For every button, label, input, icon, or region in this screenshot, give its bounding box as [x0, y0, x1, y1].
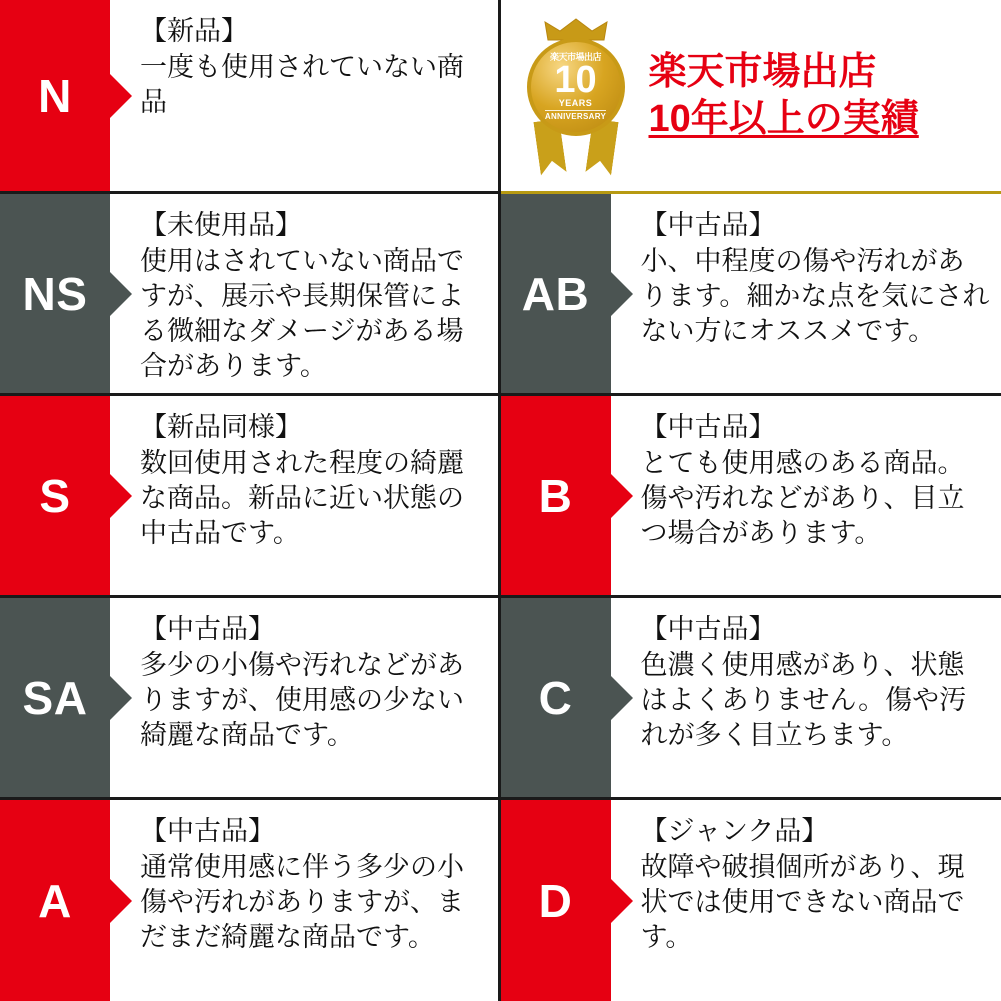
- rank-body-sa: 多少の小傷や汚れなどがありますが、使用感の少ない綺麗な商品です。: [140, 649, 464, 750]
- arrow-icon: [611, 272, 633, 316]
- rank-title-c: 【中古品】: [640, 614, 776, 644]
- rank-code-badge-s: [0, 396, 110, 595]
- rank-code-badge-sa: [0, 598, 110, 797]
- rank-code-n: N: [38, 69, 72, 122]
- rank-title-b: 【中古品】: [640, 412, 776, 442]
- rank-desc-ns: [110, 194, 498, 393]
- rank-cell-ab: [501, 194, 1001, 396]
- rank-code-a: A: [38, 874, 72, 927]
- rank-desc-a: [110, 800, 498, 1001]
- rank-title-sa: 【中古品】: [140, 614, 275, 644]
- medal-anniversary-label: ANNIVERSARY: [544, 112, 607, 122]
- rank-code-badge-a: [0, 800, 110, 1001]
- rank-body-s: 数回使用された程度の綺麗な商品。新品に近い状態の中古品です。: [140, 447, 464, 548]
- rank-cell-c: [501, 598, 1001, 800]
- rank-code-badge-n: [0, 0, 110, 191]
- rank-title-ab: 【中古品】: [640, 210, 776, 240]
- rank-desc-n: [110, 0, 498, 191]
- rank-code-c: C: [538, 671, 573, 724]
- medal-top-text: 楽天市場出店: [549, 51, 601, 62]
- rank-title-s: 【新品同様】: [140, 412, 302, 442]
- rank-code-badge-ab: [501, 194, 611, 393]
- rank-cell-d: [501, 800, 1001, 1001]
- rank-code-s: S: [39, 469, 71, 522]
- arrow-icon: [110, 74, 132, 118]
- rank-code-badge-b: [501, 396, 611, 595]
- arrow-icon: [611, 676, 633, 720]
- rank-title-ns: 【未使用品】: [140, 210, 302, 240]
- badge-line-1: 楽天市場出店: [648, 51, 877, 94]
- rank-body-ab: 小、中程度の傷や汚れがあります。細かな点を気にされない方にオススメです。: [640, 245, 990, 346]
- rank-cell-n: [0, 0, 501, 194]
- rank-desc-d: [611, 800, 1001, 1001]
- arrow-icon: [110, 272, 132, 316]
- rank-body-c: 色濃く使用感があり、状態はよくありません。傷や汚れが多く目立ちます。: [640, 649, 967, 750]
- rank-cell-a: [0, 800, 501, 1001]
- arrow-icon: [110, 879, 132, 923]
- rank-code-badge-d: [501, 800, 611, 1001]
- medal-circle: [527, 38, 625, 136]
- rank-cell-sa: [0, 598, 501, 800]
- rank-code-badge-c: [501, 598, 611, 797]
- rank-desc-c: [611, 598, 1001, 797]
- rank-title-n: 【新品】: [140, 16, 248, 46]
- rank-cell-ns: [0, 194, 501, 396]
- rank-desc-s: [110, 396, 498, 595]
- arrow-icon: [110, 474, 132, 518]
- rank-body-ns: 使用はされていない商品ですが、展示や長期保管による微細なダメージがある場合があります。: [140, 245, 464, 381]
- rank-body-n: 一度も使用されていない商品: [140, 51, 464, 117]
- rank-desc-b: [611, 396, 1001, 595]
- rank-desc-sa: [110, 598, 498, 797]
- rank-body-a: 通常使用感に伴う多少の小傷や汚れがありますが、まだまだ綺麗な商品です。: [140, 851, 464, 952]
- arrow-icon: [611, 879, 633, 923]
- rank-cell-b: [501, 396, 1001, 598]
- rank-body-d: 故障や破損個所があり、現状では使用できない商品です。: [640, 851, 965, 952]
- rank-body-b: とても使用感のある商品。傷や汚れなどがあり、目立つ場合があります。: [640, 447, 965, 548]
- rank-code-ab: AB: [521, 267, 590, 320]
- rank-code-sa: SA: [22, 671, 88, 724]
- rank-cell-s: [0, 396, 501, 598]
- rank-title-a: 【中古品】: [140, 816, 275, 846]
- rank-title-d: 【ジャンク品】: [640, 816, 829, 846]
- rank-code-b: B: [538, 469, 573, 522]
- rank-code-badge-ns: [0, 194, 110, 393]
- anniversary-medal: [517, 16, 635, 176]
- rank-code-ns: NS: [22, 267, 88, 320]
- arrow-icon: [110, 676, 132, 720]
- badge-line-2: 10年以上の実績: [648, 97, 919, 140]
- rank-code-d: D: [538, 874, 573, 927]
- anniversary-badge-panel: [501, 0, 1001, 194]
- medal-number: 10: [554, 58, 597, 101]
- badge-text-block: [649, 49, 919, 142]
- medal-years-label: YEARS: [558, 98, 593, 109]
- arrow-icon: [611, 474, 633, 518]
- rank-desc-ab: [611, 194, 1001, 393]
